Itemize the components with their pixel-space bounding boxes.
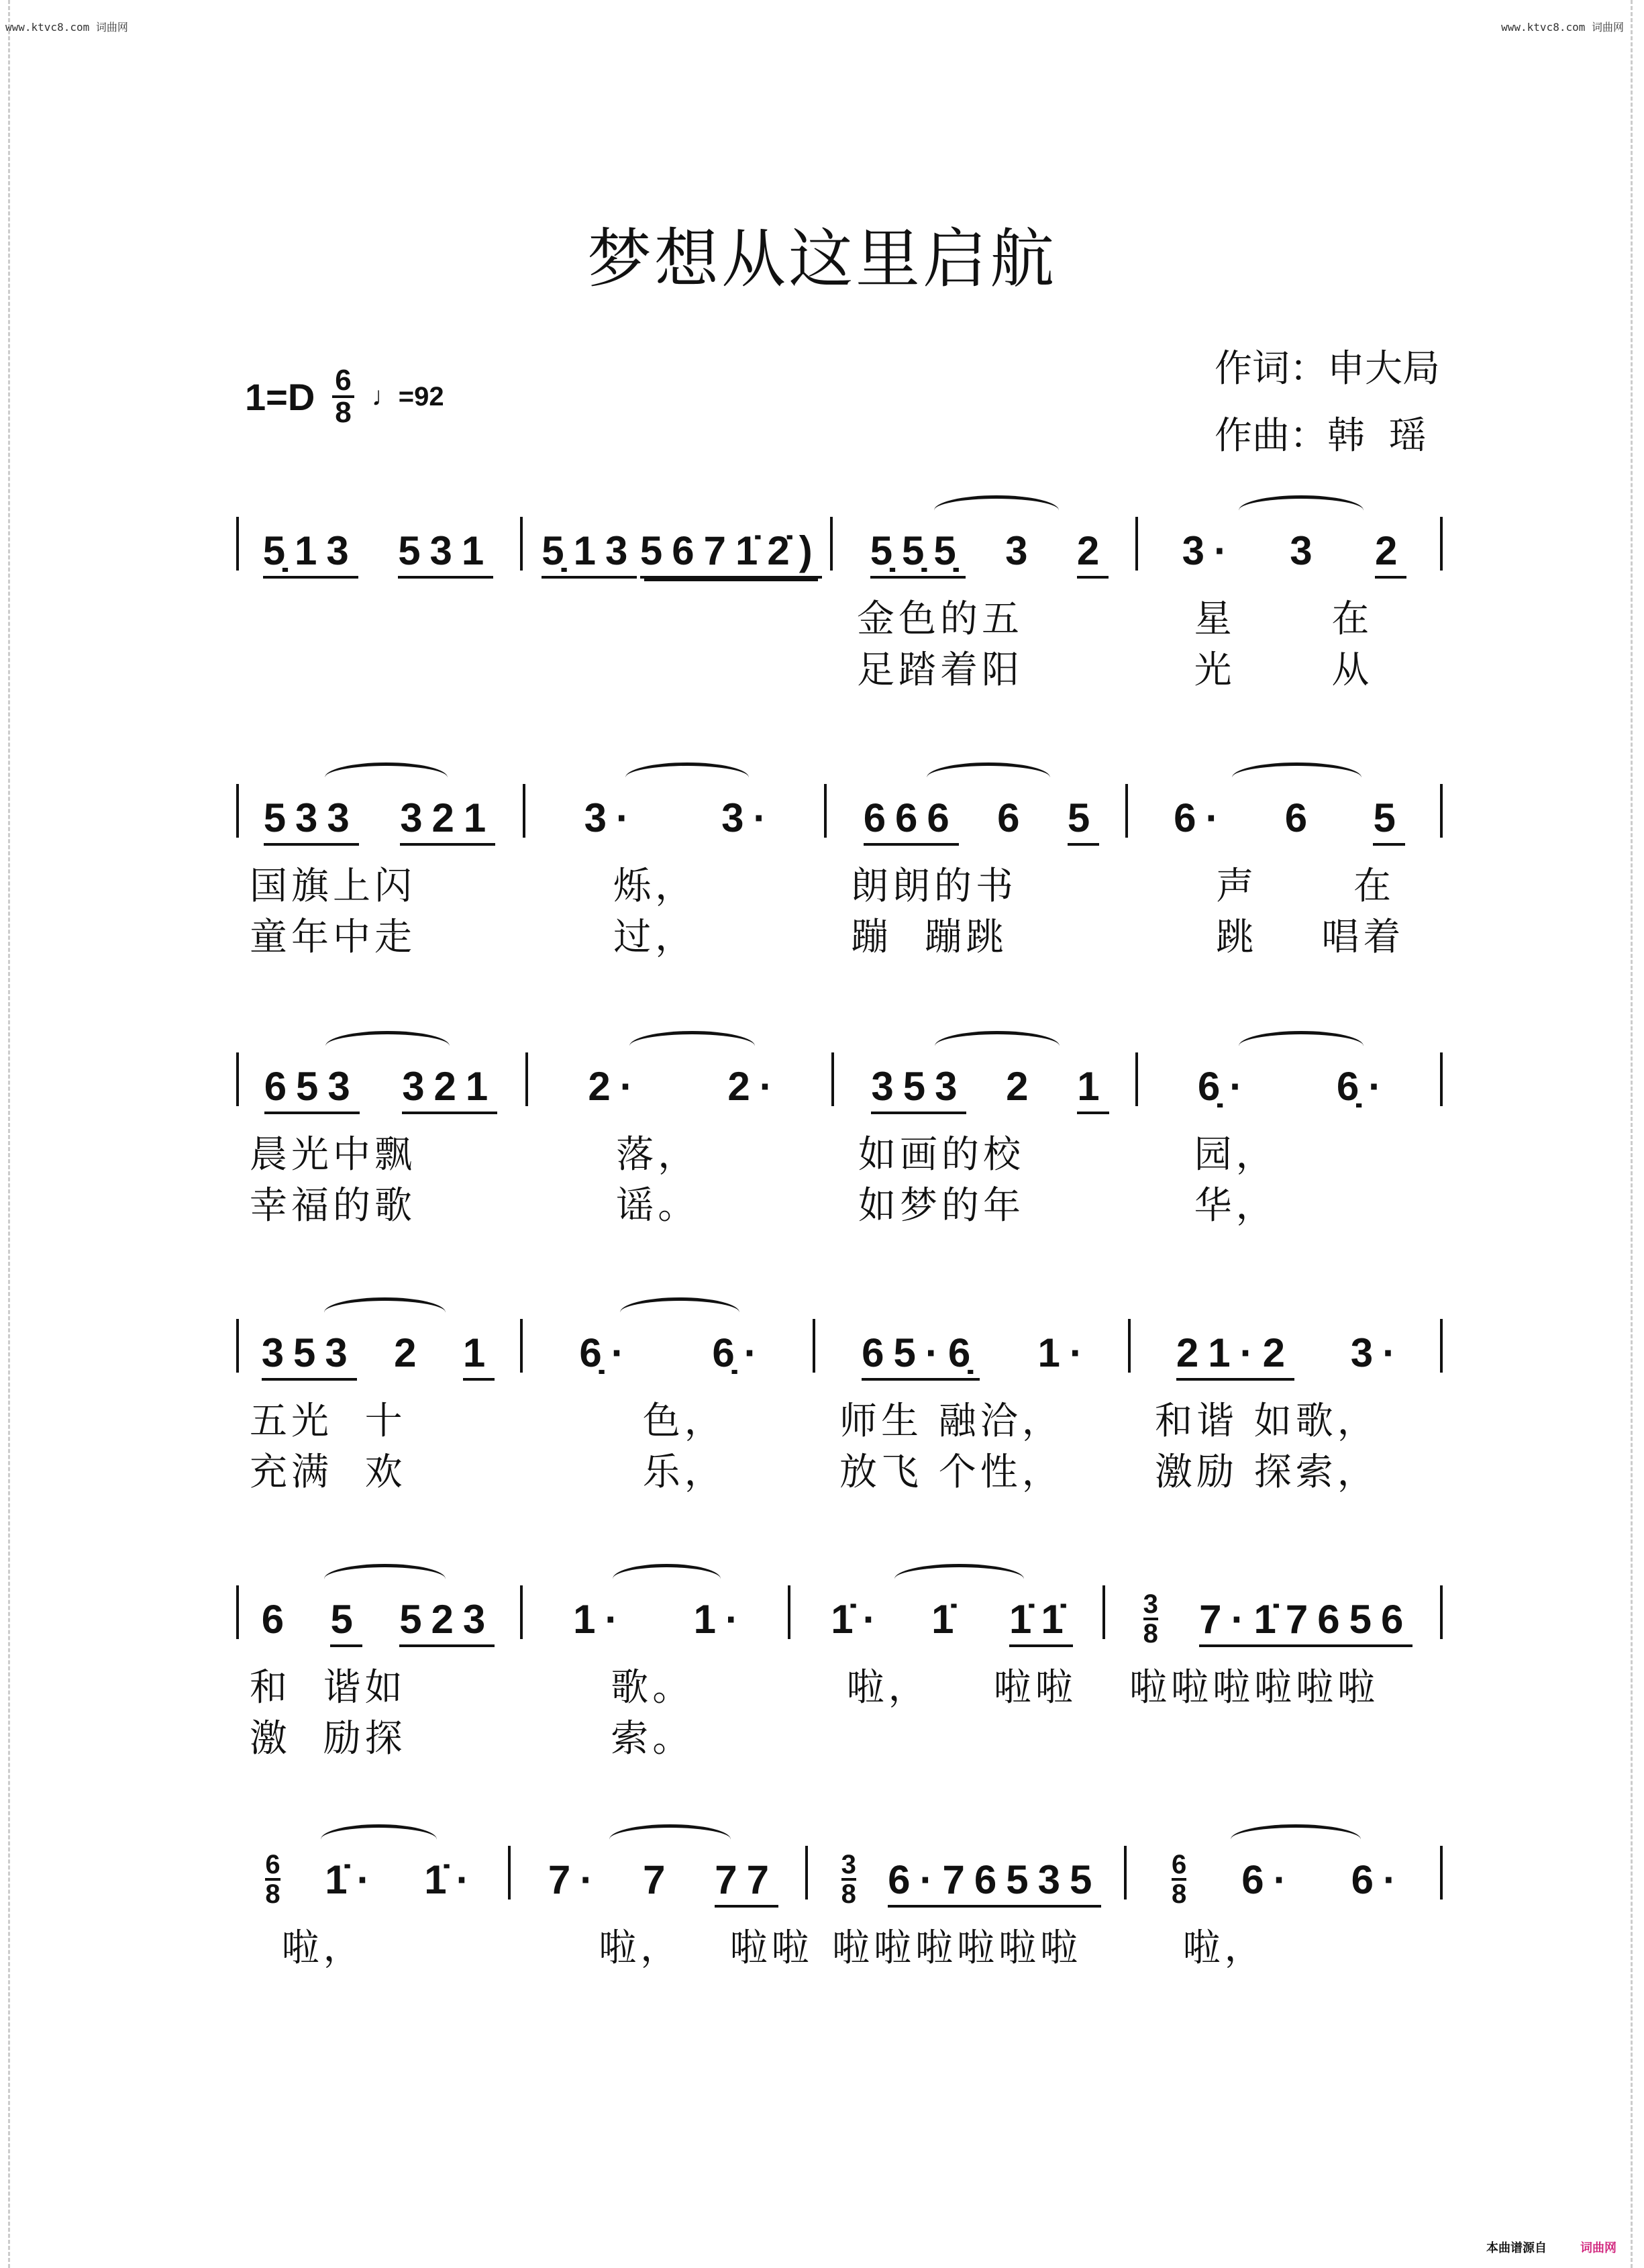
- measure: [243, 1332, 513, 1393]
- lyric-verse-1: 烁，: [550, 865, 697, 908]
- note-group: 2: [1375, 530, 1406, 579]
- bar-line: [236, 517, 239, 571]
- bar-line: [236, 1319, 239, 1373]
- note-group: 666: [864, 797, 959, 846]
- note-group: 1: [463, 1332, 495, 1381]
- note-group: 6·: [1351, 1857, 1406, 1902]
- bar-line: [1440, 1585, 1443, 1639]
- note-group: 1: [1077, 1066, 1109, 1114]
- note-group: 5̣13: [542, 530, 637, 579]
- measure: [850, 530, 1129, 591]
- note-group: 21·2: [1176, 1332, 1294, 1381]
- bar-line: [830, 517, 833, 571]
- slur: [620, 1297, 739, 1328]
- measure: [243, 1066, 519, 1126]
- slur: [934, 495, 1060, 526]
- note-group: 5671̇2̇): [640, 530, 822, 579]
- key-signature-line: [245, 366, 444, 428]
- slur: [325, 762, 448, 793]
- lyric-verse-1: 啦， 啦啦: [815, 1666, 1077, 1710]
- note-group: 353: [871, 1066, 966, 1114]
- note-group: 7·1̇7656: [1199, 1599, 1412, 1647]
- measure: [1123, 1589, 1433, 1659]
- time-bottom: 8: [841, 1879, 856, 1909]
- note-group: 5̣5̣5̣: [870, 530, 966, 579]
- time-signature-change: [1172, 1851, 1186, 1908]
- note-group: 6: [261, 1597, 294, 1642]
- bar-line: [1125, 784, 1128, 838]
- bar-line: [1440, 1052, 1443, 1106]
- measure: [1144, 1850, 1433, 1920]
- measure: [844, 797, 1119, 858]
- bar-line: [508, 1846, 511, 1900]
- time-signature-change: [841, 1851, 856, 1908]
- lyric-verse-1: 和 谐如: [250, 1666, 407, 1710]
- note-group: 2: [1077, 530, 1109, 579]
- lyric-verse-2: 足踏着阳: [857, 648, 1023, 692]
- note-group: 1̇·: [831, 1597, 886, 1642]
- lyric-verse-2: 放飞 个性，: [839, 1450, 1064, 1494]
- measure: [243, 797, 516, 858]
- lyric-verse-1: 啦，: [250, 1926, 365, 1970]
- note-group: 2: [394, 1330, 426, 1375]
- footer-source: 本曲谱源自: [1486, 2241, 1547, 2255]
- slur: [324, 1297, 446, 1328]
- note-group: 6̣·: [712, 1330, 767, 1375]
- bar-line: [1440, 517, 1443, 571]
- measure: [540, 1332, 806, 1393]
- bar-line: [1128, 1319, 1131, 1373]
- measure: [528, 1859, 799, 1920]
- measure: [540, 530, 823, 591]
- lyric-verse-2: 激励 探索，: [1155, 1450, 1379, 1494]
- measure: [243, 1599, 513, 1659]
- lyric-verse-2: 乐，: [547, 1450, 726, 1494]
- note-group: 6̣·: [1197, 1064, 1253, 1109]
- measure: [243, 530, 513, 591]
- note-group: 6̣·: [579, 1330, 634, 1375]
- time-top: 6: [1172, 1850, 1187, 1879]
- note-group: 3: [1290, 528, 1322, 573]
- bar-line: [520, 1585, 523, 1639]
- bar-line: [1440, 1319, 1443, 1373]
- measure: [540, 1599, 781, 1659]
- time-bottom: 8: [1143, 1619, 1158, 1648]
- note-group: 353: [262, 1332, 357, 1381]
- time-signature: [332, 366, 354, 428]
- time-bottom: 8: [335, 396, 352, 429]
- lyric-verse-1: 星 在: [1162, 597, 1374, 641]
- time-bottom: 8: [265, 1879, 280, 1909]
- time-top: 3: [1143, 1589, 1158, 1619]
- left-page-edge: [8, 0, 10, 2268]
- bar-line: [788, 1585, 790, 1639]
- bar-line: [520, 1319, 523, 1373]
- lyric-verse-2: 如梦的年: [858, 1184, 1025, 1228]
- note-group: 1̇·: [424, 1857, 479, 1902]
- lyric-verse-1: 歌。: [547, 1666, 695, 1710]
- time-top: 6: [332, 366, 354, 398]
- note-group: 77: [715, 1859, 778, 1908]
- measure: [833, 1332, 1121, 1393]
- bar-line: [236, 1052, 239, 1106]
- lyric-verse-2: 充满 欢: [250, 1450, 407, 1494]
- slur: [1239, 1031, 1364, 1061]
- note-group: 3: [1005, 528, 1037, 573]
- lyric-verse-2: 蹦 蹦跳: [851, 916, 1008, 959]
- note-group: 6·: [1241, 1857, 1296, 1902]
- slur: [927, 762, 1050, 793]
- watermark-right: www.ktvc8.com 词曲网: [1501, 21, 1624, 34]
- bar-line: [523, 784, 525, 838]
- lyric-verse-2: 过，: [550, 916, 697, 959]
- slur: [1232, 762, 1362, 793]
- composer: 作曲：韩 瑶: [1215, 414, 1427, 458]
- lyric-verse-1: 朗朗的书: [851, 865, 1017, 908]
- note-group: 6·76535: [888, 1859, 1101, 1908]
- tempo: ♩=92: [371, 381, 444, 411]
- measure: [543, 797, 817, 858]
- lyric-verse-1: 落，: [552, 1133, 700, 1177]
- measure: [825, 1850, 1117, 1920]
- slur: [1239, 495, 1364, 526]
- time-top: 6: [265, 1850, 280, 1879]
- lyric-verse-2: 激 励探: [250, 1717, 407, 1761]
- bar-line: [805, 1846, 808, 1900]
- note-group: 1̇: [931, 1597, 964, 1642]
- measure: [1145, 797, 1433, 858]
- bar-line: [1124, 1846, 1127, 1900]
- time-bottom: 8: [1172, 1879, 1187, 1909]
- lyric-verse-1: 啦，: [1151, 1926, 1266, 1970]
- bar-line: [1440, 784, 1443, 838]
- slur: [1231, 1824, 1361, 1855]
- slur: [894, 1564, 1024, 1594]
- note-group: 2·: [727, 1064, 782, 1109]
- note-group: 2: [1006, 1064, 1038, 1109]
- bar-line: [1135, 517, 1138, 571]
- right-page-edge: [1631, 0, 1633, 2268]
- watermark-left: www.ktvc8.com 词曲网: [5, 21, 128, 34]
- note-group: 321: [400, 797, 495, 846]
- bar-line: [1440, 1846, 1443, 1900]
- note-group: 6·: [1174, 795, 1229, 840]
- measure: [546, 1066, 825, 1126]
- credits: [1215, 336, 1440, 470]
- measure: [808, 1599, 1096, 1659]
- note-group: 5: [1373, 797, 1404, 846]
- song-title: 梦想从这里启航: [587, 221, 1057, 297]
- time-signature-change: [1143, 1591, 1158, 1647]
- note-group: 6̣·: [1336, 1064, 1392, 1109]
- footer-brand: 词曲网: [1580, 2241, 1616, 2255]
- lyric-verse-1: 师生 融洽，: [839, 1399, 1064, 1443]
- note-group: 3·: [584, 795, 639, 840]
- note-group: 5̣13: [263, 530, 358, 579]
- bar-line: [236, 784, 239, 838]
- note-group: 7·: [548, 1857, 603, 1902]
- note-group: 1·: [573, 1597, 628, 1642]
- note-group: 531: [398, 530, 493, 579]
- measure: [243, 1850, 501, 1920]
- lyric-verse-1: 如画的校: [858, 1133, 1025, 1177]
- lyric-verse-1: 啦， 啦啦: [535, 1926, 813, 1970]
- lyric-verse-1: 晨光中飘: [250, 1133, 416, 1177]
- measure: [1148, 1332, 1433, 1393]
- lyric-verse-2: 跳 唱着: [1152, 916, 1405, 959]
- note-group: 65·6̣: [862, 1332, 980, 1381]
- lyric-verse-2: 幸福的歌: [250, 1184, 416, 1228]
- time-top: 3: [841, 1850, 856, 1879]
- slur: [325, 1031, 450, 1061]
- lyric-verse-1: 啦啦啦啦啦啦: [1129, 1666, 1379, 1710]
- lyric-verse-1: 色，: [547, 1399, 726, 1443]
- lyricist: 作词：申大局: [1215, 347, 1440, 391]
- note-group: 7: [643, 1857, 675, 1902]
- footer: [1486, 2238, 1616, 2256]
- note-group: 1·: [1037, 1330, 1092, 1375]
- lyric-verse-2: 谣。: [552, 1184, 700, 1228]
- note-group: 523: [399, 1599, 495, 1647]
- note-group: 1·: [693, 1597, 748, 1642]
- slur: [629, 1031, 755, 1061]
- note-group: 1̇·: [325, 1857, 380, 1902]
- note-group: 653: [264, 1066, 360, 1114]
- bar-line: [520, 517, 523, 571]
- note-group: 5: [330, 1599, 362, 1647]
- bar-line: [236, 1585, 239, 1639]
- slur: [609, 1824, 731, 1855]
- key: 1=D: [245, 375, 315, 418]
- lyric-verse-1: 金色的五: [857, 597, 1023, 641]
- slur: [324, 1564, 446, 1594]
- lyric-verse-2: 索。: [547, 1717, 695, 1761]
- bar-line: [525, 1052, 528, 1106]
- lyric-verse-2: 光 从: [1162, 648, 1374, 692]
- note-group: 533: [264, 797, 359, 846]
- bar-line: [813, 1319, 815, 1373]
- note-group: 2·: [588, 1064, 643, 1109]
- note-group: 3·: [1182, 528, 1237, 573]
- note-group: 321: [402, 1066, 497, 1114]
- lyric-verse-1: 啦啦啦啦啦啦: [832, 1926, 1082, 1970]
- lyric-verse-2: 华，: [1162, 1184, 1278, 1228]
- bar-line: [1135, 1052, 1138, 1106]
- bar-line: [1102, 1585, 1105, 1639]
- slur: [613, 1564, 721, 1594]
- measure: [852, 1066, 1129, 1126]
- note-group: 6: [1284, 795, 1317, 840]
- time-signature-change: [265, 1851, 280, 1908]
- bar-line: [831, 1052, 834, 1106]
- lyric-verse-1: 五光 十: [250, 1399, 407, 1443]
- bar-line: [824, 784, 827, 838]
- lyric-verse-2: 童年中走: [250, 916, 416, 959]
- note-group: 6: [997, 795, 1029, 840]
- lyric-verse-1: 声 在: [1152, 865, 1396, 908]
- note-group: 3·: [721, 795, 776, 840]
- measure: [1155, 1066, 1433, 1126]
- note-group: 5: [1068, 797, 1099, 846]
- lyric-verse-1: 园，: [1162, 1133, 1278, 1177]
- lyric-verse-1: 和谐 如歌，: [1155, 1399, 1379, 1443]
- slur: [625, 762, 749, 793]
- note-group: 3·: [1350, 1330, 1406, 1375]
- note-group: 1̇1̇: [1009, 1599, 1073, 1647]
- slur: [321, 1824, 437, 1855]
- lyric-verse-1: 国旗上闪: [250, 865, 416, 908]
- slur: [935, 1031, 1060, 1061]
- measure: [1155, 530, 1433, 591]
